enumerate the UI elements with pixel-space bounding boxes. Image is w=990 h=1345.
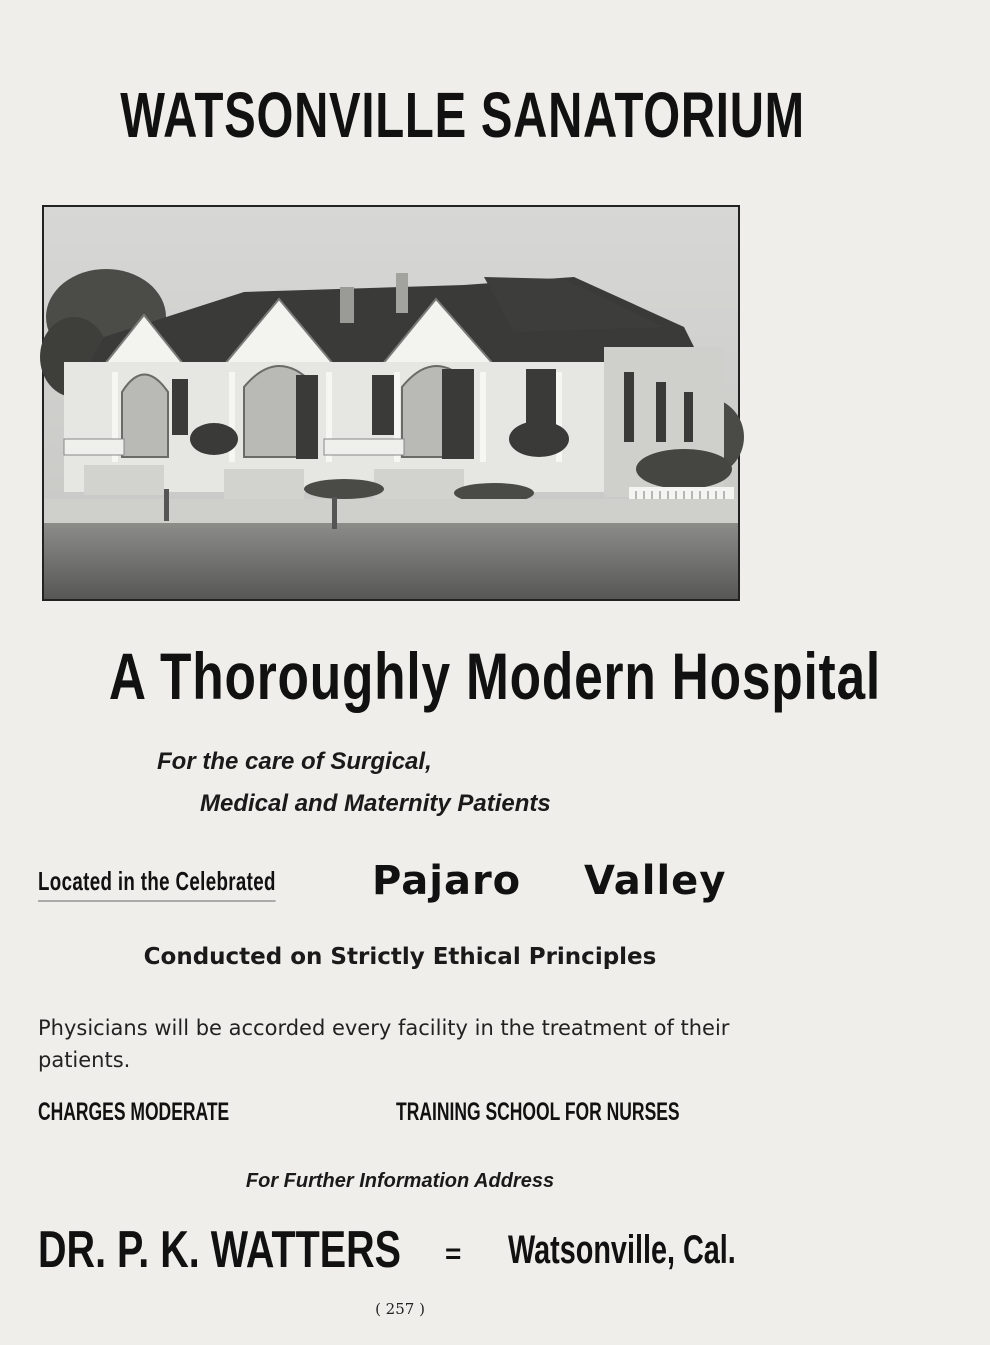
location-word-valley: Valley: [584, 858, 727, 904]
city-label: Watsonville, Cal.: [508, 1228, 736, 1272]
training-label: TRAINING SCHOOL FOR NURSES: [396, 1098, 680, 1126]
further-info-label: For Further Information Address: [245, 1170, 555, 1192]
sanatorium-photo: [42, 205, 740, 601]
location-word-pajaro: Pajaro: [372, 858, 522, 904]
tagline: A Thoroughly Modern Hospital: [108, 639, 881, 713]
care-line-1: For the care of Surgical,: [157, 748, 432, 775]
care-line-2: Medical and Maternity Patients: [200, 790, 551, 817]
located-label: Located in the Celebrated: [38, 866, 276, 902]
building-illustration: [44, 207, 738, 599]
page-title: WATSONVILLE SANATORIUM: [120, 79, 805, 151]
separator: =: [445, 1238, 462, 1269]
charges-label: CHARGES MODERATE: [38, 1098, 230, 1126]
doctor-name: DR. P. K. WATTERS: [38, 1221, 402, 1279]
conducted-heading: Conducted on Strictly Ethical Principles: [143, 944, 657, 970]
physicians-paragraph: Physicians will be accorded every facility in the treatment of their patients.: [38, 1016, 730, 1072]
page-number: ( 257 ): [375, 1300, 425, 1318]
